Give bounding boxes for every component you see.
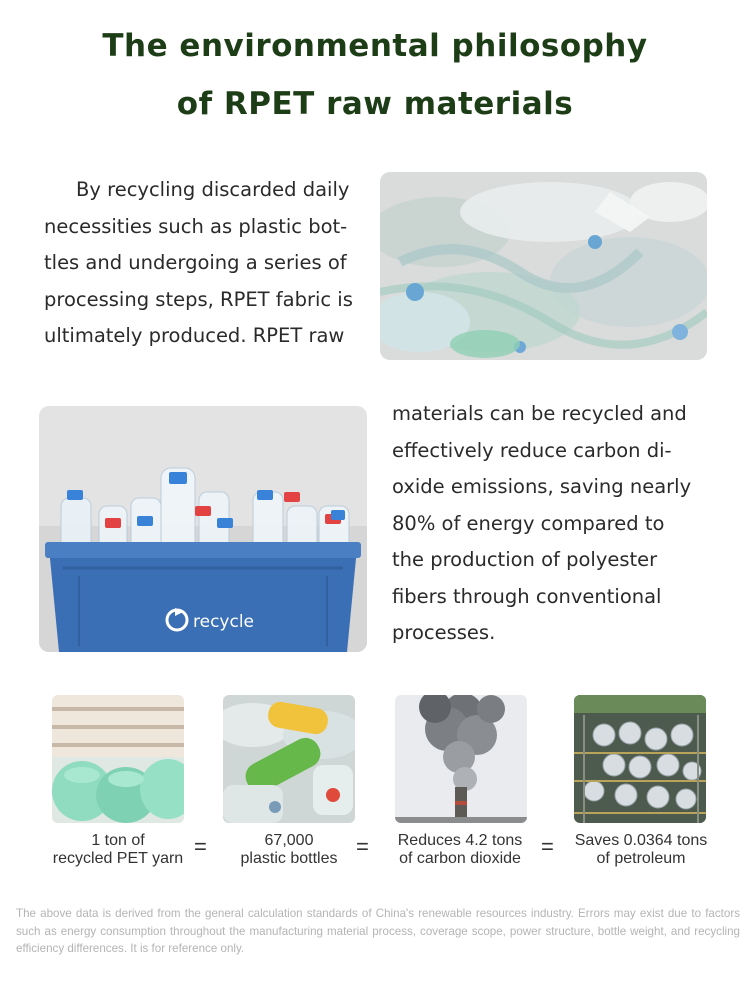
equivalence-caption-carbon [382, 832, 538, 868]
caption-line: plastic bottles [240, 850, 338, 867]
intro-line: ultimately produced. RPET raw [44, 324, 345, 347]
intro-line: 80% of energy compared to [392, 511, 665, 535]
caption-line: Saves 0.0364 tons [574, 832, 708, 849]
equivalence-caption-petroleum [560, 832, 722, 868]
caption-line: of petroleum [596, 850, 686, 867]
equals-sign: = [541, 834, 554, 859]
intro-line: processes. [392, 621, 496, 644]
equals-sign: = [356, 834, 369, 859]
intro-line: materials can be recycled and [392, 402, 687, 425]
intro-line: processing steps, RPET fabric is [44, 287, 353, 311]
plastic-bottles-photo [223, 695, 355, 823]
intro-paragraph-part-1 [44, 172, 360, 355]
intro-line: effectively reduce carbon di- [392, 438, 672, 462]
intro-line: fibers through conventional [392, 584, 662, 608]
caption-line: recycled PET yarn [52, 850, 184, 867]
page-title-line-2: of RPET raw materials [176, 86, 574, 122]
caption-line: 1 ton of [91, 832, 145, 849]
recycled-yarn-photo [52, 695, 184, 823]
caption-line: 67,000 [264, 832, 314, 849]
smokestack-photo [395, 695, 527, 823]
intro-line: tles and undergoing a series of [44, 251, 347, 274]
intro-paragraph-part-2 [392, 396, 707, 652]
intro-line: necessities such as plastic bot- [44, 214, 348, 238]
crushed-plastic-bottles-photo [380, 172, 707, 360]
equivalence-caption-bottles [210, 832, 368, 868]
bin-recycle-label: recycle [193, 612, 255, 632]
data-disclaimer: The above data is derived from the general calculation standards of China's renewable resources industry. Errors may exist due to factors such as energy consumption throughout the manufacturing material process, coverage scope, power structure, bottle weight, and recycling efficiency differences. It is for reference only. [16, 907, 740, 955]
caption-line: Reduces 4.2 tons [397, 832, 523, 849]
page-title-line-1: The environmental philosophy [102, 28, 648, 64]
equals-sign: = [194, 834, 207, 859]
caption-line: of carbon dioxide [399, 850, 521, 867]
refinery-photo [574, 695, 706, 823]
intro-line: By recycling discarded daily [76, 178, 350, 201]
recycle-bin-photo [39, 406, 367, 652]
equivalence-caption-yarn [34, 832, 202, 868]
intro-line: oxide emissions, saving nearly [392, 475, 692, 498]
intro-line: the production of polyester [392, 548, 658, 571]
